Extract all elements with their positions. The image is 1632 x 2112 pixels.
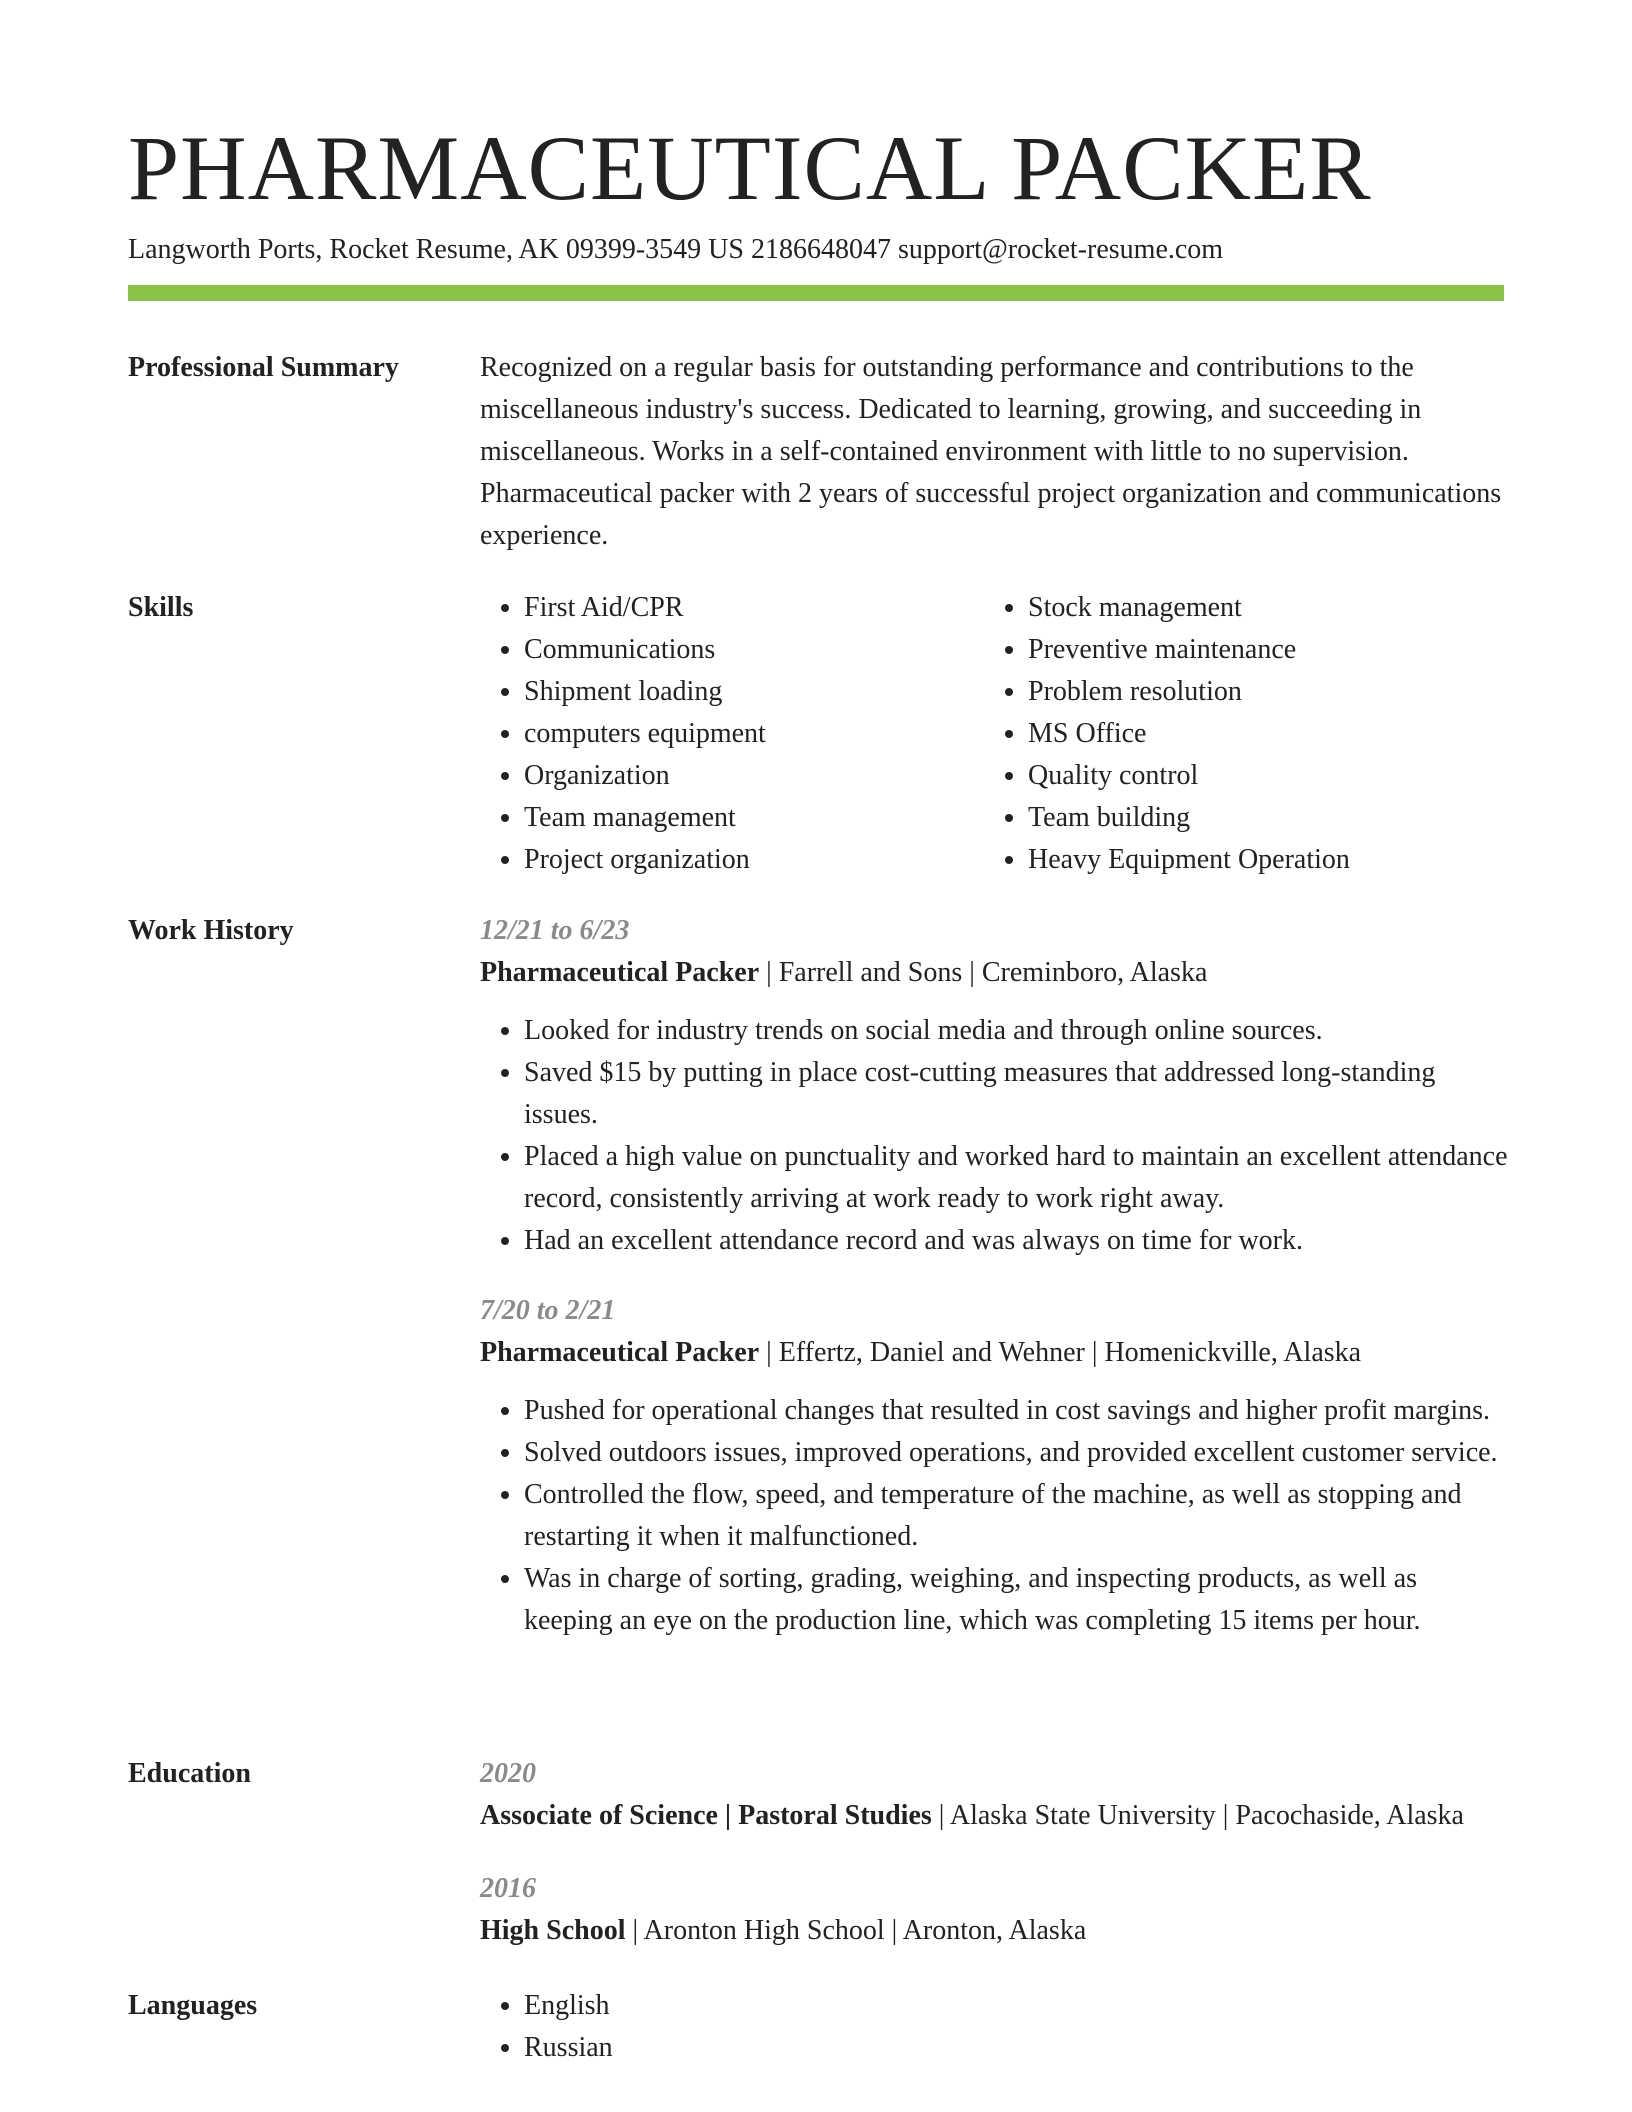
summary-text: Recognized on a regular basis for outstanding performance and contributions to the miscellaneous industry's success. Dedicated to learning, growing, and succeeding in miscellaneous. Works in a self-contained environment with little to no supervision. Pharmaceutical packer with 2 years of successful project organization and communications experience. xyxy=(480,352,1502,551)
job-bullet: • Pushed for operational changes that resulted in cost savings and higher profit margins. xyxy=(524,1390,1510,1432)
skill-item: • Preventive maintenance xyxy=(1028,629,1350,671)
education-line xyxy=(480,1795,1510,1837)
languages-list xyxy=(480,1985,1510,2069)
header-divider xyxy=(128,285,1504,301)
language-item: • Russian xyxy=(524,2027,1510,2069)
job-title: Pharmaceutical Packer xyxy=(480,957,760,988)
education-line xyxy=(480,1910,1510,1952)
language-item: • English xyxy=(524,1985,1510,2027)
skill-item: • Organization xyxy=(524,755,766,797)
skill-item: • Communications xyxy=(524,629,766,671)
education-degree: Associate of Science | Pastoral Studies xyxy=(480,1800,932,1831)
education-year: 2016 xyxy=(480,1873,536,1904)
job-details: | Farrell and Sons | Creminboro, Alaska xyxy=(759,957,1208,988)
skill-item: • Team management xyxy=(524,797,766,839)
education-details: | Alaska State University | Pacochaside, Alaska xyxy=(931,1800,1464,1831)
skill-item: • Quality control xyxy=(1028,755,1350,797)
languages-label: Languages xyxy=(128,1990,258,2021)
job-bullet: • Placed a high value on punctuality and worked hard to maintain an excellent attendance record, consistently arriving at work ready to work right away. xyxy=(524,1136,1510,1220)
job-bullet: • Had an excellent attendance record and was always on time for work. xyxy=(524,1220,1510,1262)
skill-item: • Team building xyxy=(1028,797,1350,839)
education-entry xyxy=(480,1868,1510,1952)
job-details: | Effertz, Daniel and Wehner | Homenickville, Alaska xyxy=(759,1337,1362,1368)
job-dates: 7/20 to 2/21 xyxy=(480,1295,616,1326)
job-dates: 12/21 to 6/23 xyxy=(480,915,630,946)
job-bullets xyxy=(480,1390,1510,1642)
job-bullet: • Controlled the flow, speed, and temperature of the machine, as well as stopping and restarting it when it malfunctioned. xyxy=(524,1474,1510,1558)
education-year: 2020 xyxy=(480,1758,536,1789)
job-line xyxy=(480,1332,1510,1374)
job-bullet: • Saved $15 by putting in place cost-cutting measures that addressed long-standing issues. xyxy=(524,1052,1510,1136)
job-bullet: • Solved outdoors issues, improved operations, and provided excellent customer service. xyxy=(524,1432,1510,1474)
skills-label: Skills xyxy=(128,592,194,623)
skill-item: • Shipment loading xyxy=(524,671,766,713)
job-entry xyxy=(480,1290,1510,1642)
skills-list-left xyxy=(480,587,766,881)
contact-line: Langworth Ports, Rocket Resume, AK 09399-3549 US 2186648047 support@rocket-resume.com xyxy=(128,234,1224,265)
education-label: Education xyxy=(128,1758,251,1789)
skill-item: • Heavy Equipment Operation xyxy=(1028,839,1350,881)
languages-section xyxy=(480,1985,1510,2069)
job-bullet: • Was in charge of sorting, grading, weighing, and inspecting products, as well as keeping an eye on the production line, which was completing 15 items per hour. xyxy=(524,1558,1510,1642)
education-details: | Aronton High School | Aronton, Alaska xyxy=(625,1915,1087,1946)
skill-item: • computers equipment xyxy=(524,713,766,755)
skill-item: • Problem resolution xyxy=(1028,671,1350,713)
summary-label: Professional Summary xyxy=(128,352,399,383)
education-degree: High School xyxy=(480,1915,626,1946)
skill-item: • Project organization xyxy=(524,839,766,881)
job-line xyxy=(480,952,1510,994)
skill-item: • MS Office xyxy=(1028,713,1350,755)
job-bullets xyxy=(480,1010,1510,1262)
summary-section xyxy=(480,347,1510,557)
skill-item: • First Aid/CPR xyxy=(524,587,766,629)
skill-item: • Stock management xyxy=(1028,587,1350,629)
work-history-label: Work History xyxy=(128,915,294,946)
candidate-name: PHARMACEUTICAL PACKER xyxy=(128,117,1372,219)
job-bullet: • Looked for industry trends on social media and through online sources. xyxy=(524,1010,1510,1052)
education-entry xyxy=(480,1753,1510,1837)
job-entry xyxy=(480,910,1510,1262)
skills-list-right xyxy=(984,587,1350,881)
job-title: Pharmaceutical Packer xyxy=(480,1337,760,1368)
